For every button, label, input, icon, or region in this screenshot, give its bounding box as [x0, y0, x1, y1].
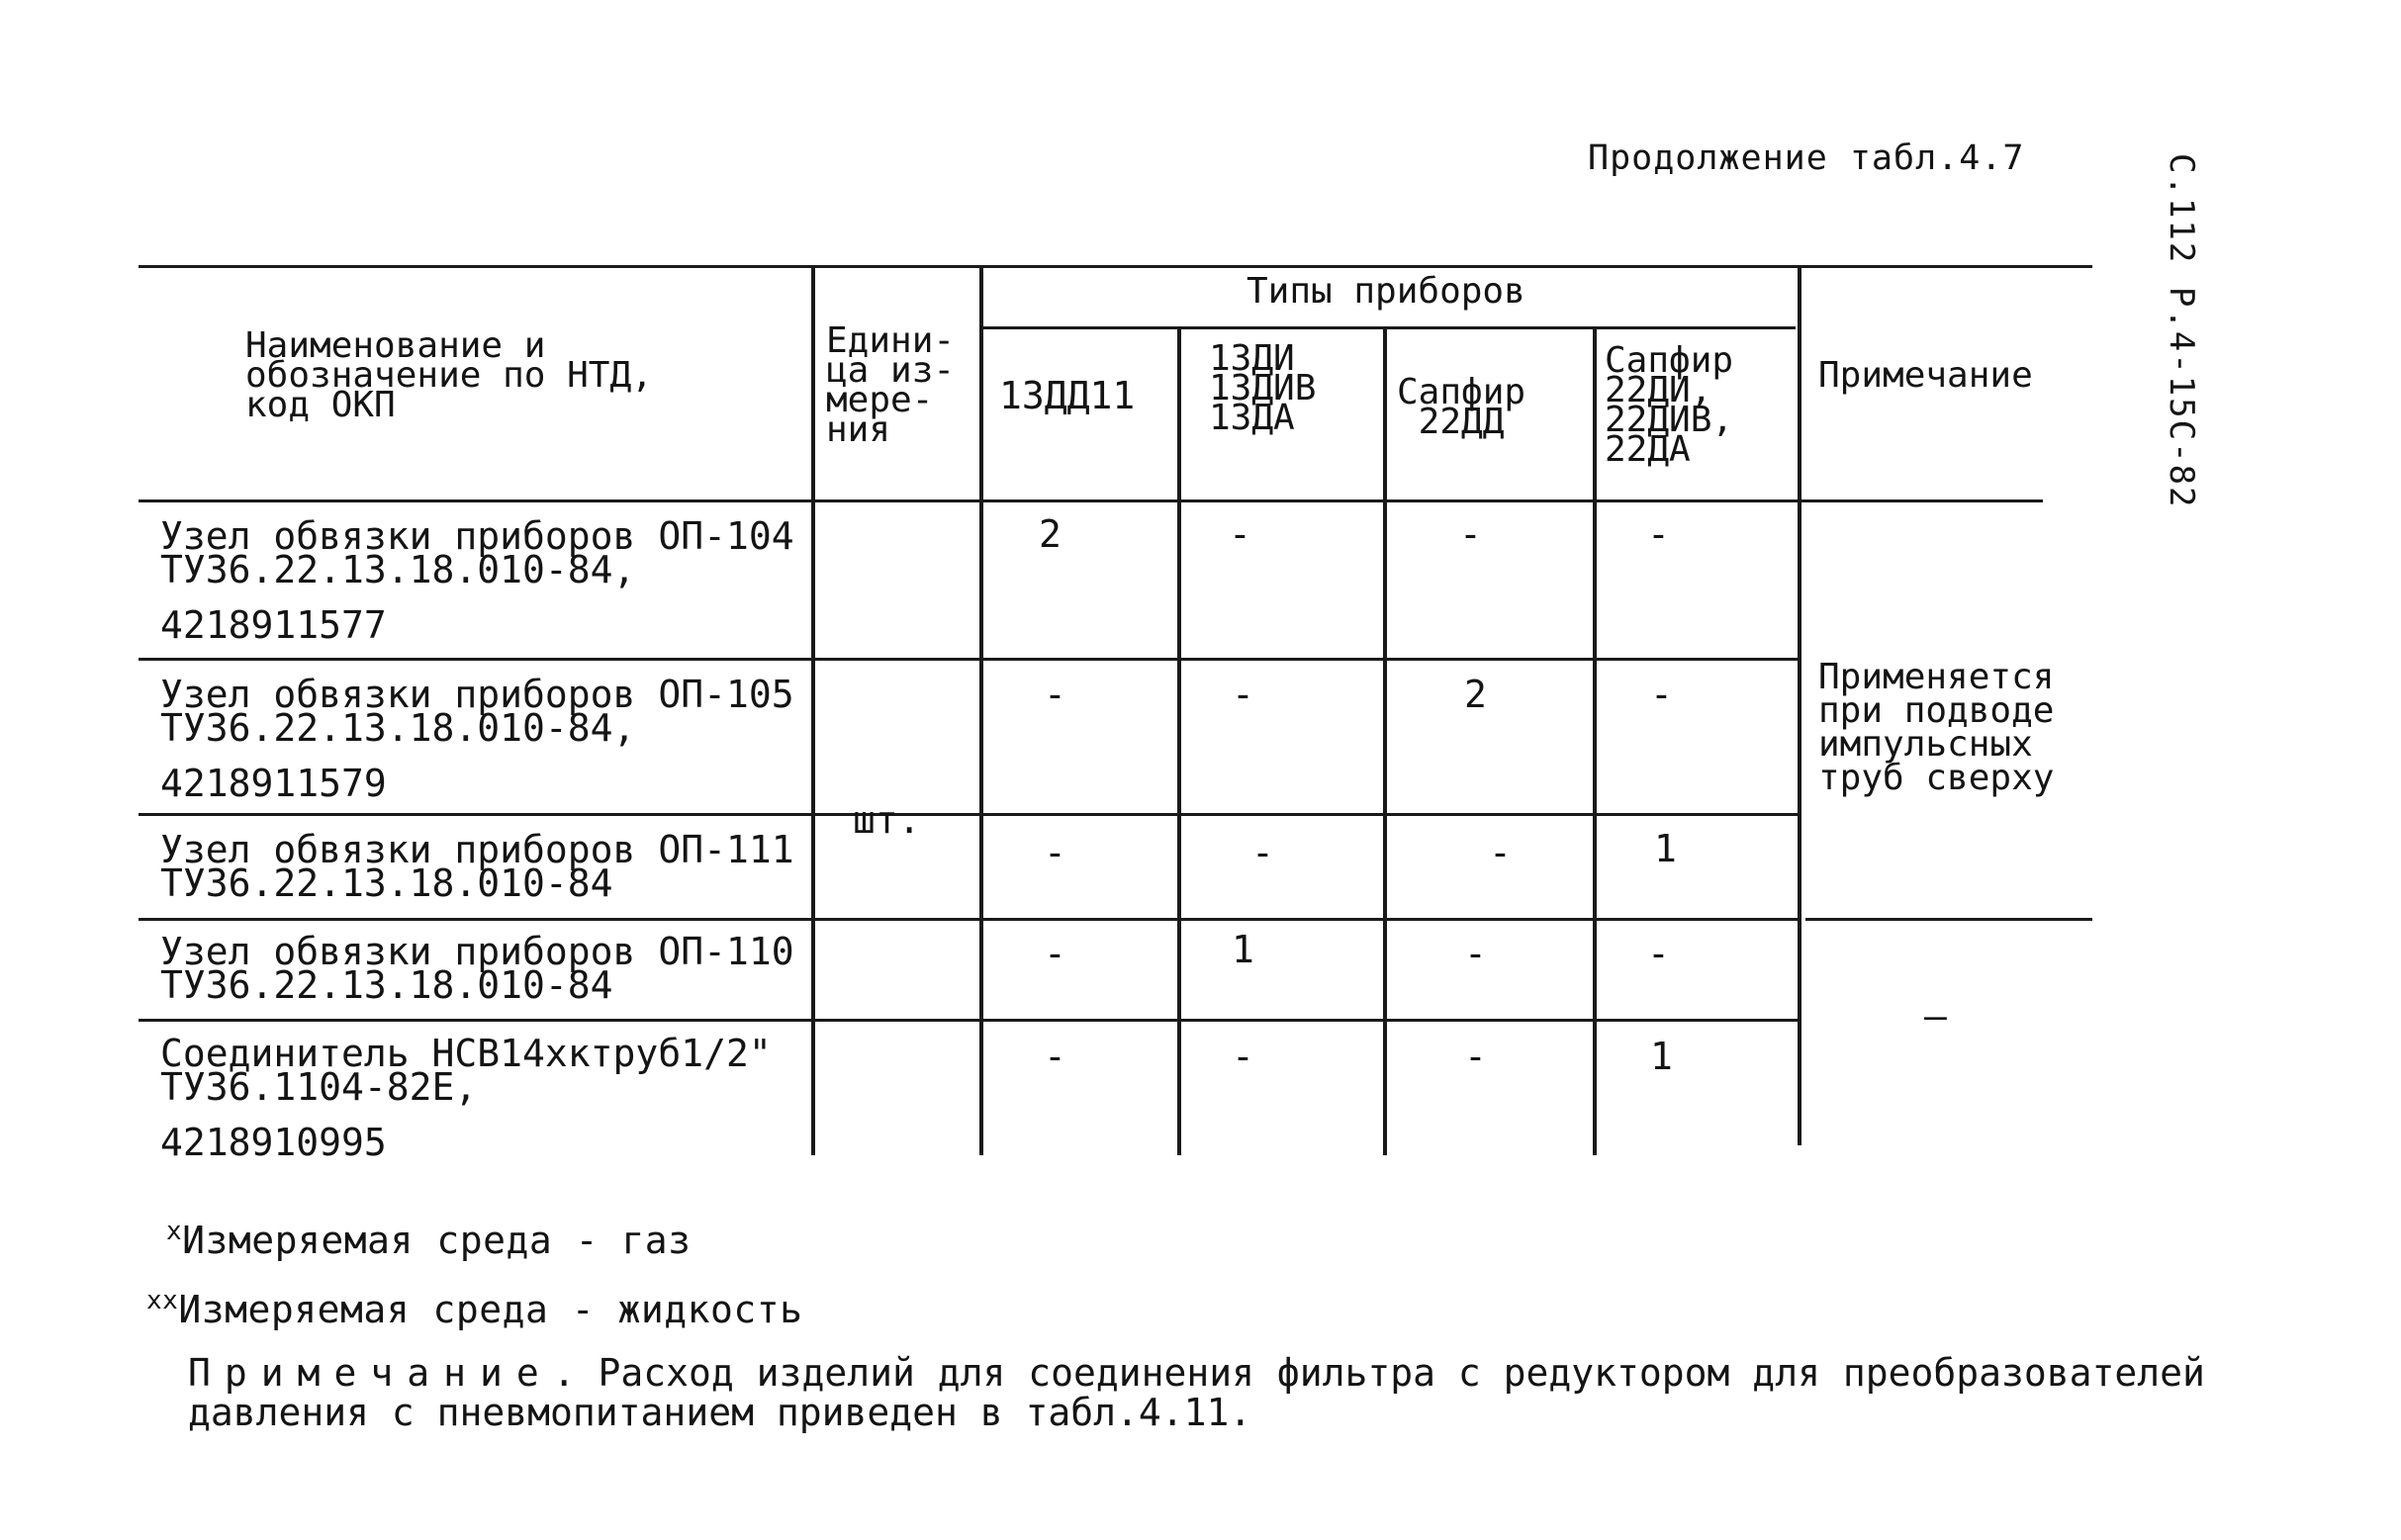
header-type-sapfir-22di: Сапфир 22ДИ, 22ДИВ, 22ДА	[1605, 340, 1734, 470]
footnote-gas-mark: х	[166, 1217, 183, 1246]
header-type-13di: 13ДИ 13ДИВ 13ДА	[1209, 338, 1317, 438]
header-type-13dd11: 13ДД11	[999, 374, 1136, 417]
unit-value: шт.	[853, 798, 921, 842]
row-4-value-2: 1	[1232, 928, 1254, 971]
row-5-value-1: -	[1044, 1035, 1066, 1078]
footnote-liquid	[146, 1286, 803, 1331]
row-1-name: Узел обвязки приборов ОП-104 ТУ36.22.13.18.010-84,	[160, 514, 794, 591]
row-5-code: 4218910995	[160, 1121, 387, 1164]
note-label: Примечание	[188, 1351, 553, 1395]
header-name: Наименование и обозначение по НТД, код ОКП	[245, 325, 653, 425]
row-5-value-2: -	[1232, 1035, 1254, 1078]
row-2-code: 4218911579	[160, 762, 387, 805]
row-2-value-1: -	[1044, 673, 1066, 716]
row-5-name: Соединитель НСВ14хктруб1/2" ТУ36.1104-82Е,	[160, 1032, 772, 1109]
row-2-value-3: 2	[1464, 673, 1487, 716]
row-5-value-3: -	[1464, 1035, 1487, 1078]
row-4-value-3: -	[1464, 932, 1487, 975]
row-4-value-1: -	[1044, 932, 1066, 975]
continuation-caption: Продолжение табл.4.7	[1588, 138, 2025, 178]
row-2-value-4: -	[1650, 673, 1673, 716]
row-1-value-2: -	[1229, 512, 1251, 556]
row-3-name: Узел обвязки приборов ОП-111 ТУ36.22.13.18.010-84	[160, 828, 794, 905]
header-note: Примечание	[1818, 355, 2033, 396]
note-merged: Применяется при подводе импульсных труб сверху	[1818, 657, 2055, 798]
row-3-value-3: -	[1489, 831, 1512, 874]
row-4-name: Узел обвязки приборов ОП-110 ТУ36.22.13.18.010-84	[160, 930, 794, 1007]
footnote-gas-text: Измеряемая среда - газ	[182, 1219, 692, 1262]
row-5-value-4: 1	[1650, 1035, 1673, 1078]
row-3-value-1: -	[1044, 831, 1066, 874]
row-1-value-4: -	[1647, 512, 1670, 556]
row-2-name: Узел обвязки приборов ОП-105 ТУ36.22.13.18.010-84,	[160, 673, 794, 750]
row-1-value-1: 2	[1039, 512, 1062, 556]
footnote-liquid-text: Измеряемая среда - жидкость	[178, 1288, 803, 1331]
page-code: С.112 Р.4-15С-82	[2162, 153, 2201, 509]
footnote-liquid-mark: хх	[146, 1286, 179, 1315]
row-1-value-3: -	[1459, 512, 1482, 556]
note-text: . Расход изделий для соединения фильтра с редуктором для преобразователей давления с пневмопитанием приведен в табл.4.11.	[188, 1351, 2205, 1434]
row-3-value-4: 1	[1654, 827, 1677, 870]
footnote-gas	[166, 1217, 691, 1262]
row-2-value-2: -	[1232, 673, 1254, 716]
header-type-sapfir-22dd: Сапфир 22ДД	[1397, 372, 1526, 442]
note-last: —	[1924, 994, 1947, 1038]
table-note	[188, 1353, 2226, 1432]
header-types-group: Типы приборов	[1247, 271, 1525, 312]
row-4-value-4: -	[1647, 932, 1670, 975]
row-3-value-2: -	[1251, 831, 1274, 874]
header-unit: Едини- ца из- мере- ния	[826, 320, 956, 450]
row-1-code: 4218911577	[160, 603, 387, 647]
